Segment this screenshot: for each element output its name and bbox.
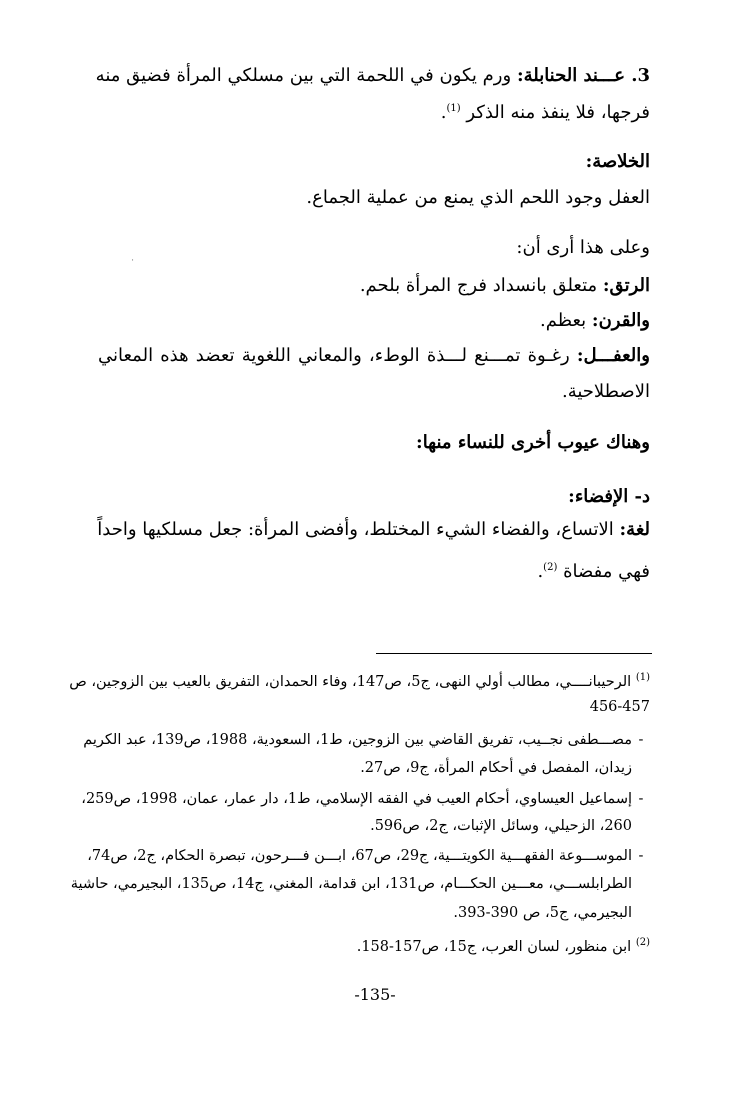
footnote-2-line-2	[94, 758, 650, 778]
footnote-separator	[376, 653, 652, 654]
footnote-5-text: ابن منظور، لسان العرب، ج15، ص157-158.	[356, 938, 632, 955]
footnote-5-line-1	[94, 933, 650, 957]
summary-text: العفل وجود اللحم الذي يمنع من عملية الجماع.	[306, 187, 650, 208]
footnote-4-text-3: البجيرمي، ج5، ص 390-393.	[453, 905, 632, 921]
section-3-text-2: فرجها، فلا ينفذ منه الذكر	[466, 102, 650, 123]
qarn-label: والقرن:	[591, 310, 650, 331]
footnote-2-text-2: زيدان، المفصل في أحكام المرأة، ج9، ص27.	[360, 760, 632, 776]
section-3-line-2: فرجها، فلا ينفذ منه الذكر $^{(1)}$.	[440, 102, 650, 123]
ifda-heading: د- الإفضاء:	[568, 486, 650, 507]
footnote-1-text: الرحيبانــــي، مطالب أولي النهى، ج5، ص147، وفاء الحمدان، التفريق بالعيب بين الزوجين، ص	[69, 673, 632, 690]
footnote-2-dash: -	[638, 732, 644, 748]
footnote-4-line-3	[94, 903, 650, 923]
summary-heading: الخلاصة:	[585, 151, 650, 172]
footnote-1-marker: (1)	[635, 672, 650, 683]
lugha-line-2: فهي مفضاة $^{(2)}$.	[537, 561, 650, 582]
afal-label: والعفـــل:	[576, 345, 650, 366]
footnote-4-dash: -	[638, 848, 644, 864]
footnote-3-line-2	[94, 816, 650, 836]
lugha-text: الاتساع، والفضاء الشيء المختلط، وأفضى المرأة: جعل مسلكيها واحداً	[97, 519, 614, 540]
footnote-2-text: مصـــطفى نجــيب، تفريق القاضي بين الزوجين، ط1، السعودية، 1988، ص139، عبد الكريم	[83, 732, 632, 748]
footnote-1-line-1	[69, 668, 650, 692]
footnote-1-line-2: 456-457	[589, 699, 650, 715]
qarn-text: بعظم.	[540, 310, 587, 331]
footnote-2-line-1	[83, 730, 650, 750]
footnote-ref-2: (2)	[543, 562, 558, 573]
opinion-intro: وعلى هذا أرى أن:	[516, 237, 650, 258]
scan-speck: ·	[131, 256, 134, 266]
section-3-label: 3. عـــند الحنابلة:	[516, 65, 650, 86]
footnote-4-line-1	[87, 846, 650, 866]
footnote-4-text: الموســـوعة الفقهـــية الكويتـــية، ج29، ص67، ابـــن فـــرحون، تبصرة الحكام، ج2، ص74،	[87, 848, 632, 864]
ratq-label: الرتق:	[602, 275, 650, 296]
footnote-3-line-1	[81, 789, 650, 809]
qarn-line	[98, 309, 650, 333]
ratq-line	[98, 274, 650, 298]
footnote-5-marker: (2)	[635, 937, 650, 948]
afal-line-1	[98, 344, 650, 368]
footnote-4-line-2	[70, 874, 650, 894]
footnote-3-text-2: 260، الزحيلي، وسائل الإثبات، ج2، ص596.	[370, 818, 632, 834]
footnote-3-dash: -	[638, 791, 644, 807]
footnote-ref-1: (1)	[446, 103, 461, 114]
lugha-line-1	[98, 518, 650, 542]
lugha-label: لغة:	[619, 519, 650, 540]
afal-line-2: الاصطلاحية.	[562, 381, 650, 402]
lugha-text-2: فهي مفضاة	[563, 561, 650, 582]
section-3-text: ورم يكون في اللحمة التي بين مسلكي المرأة فضيق منه	[95, 65, 512, 86]
ratq-text: متعلق بانسداد فرج المرأة بلحم.	[359, 275, 598, 296]
page-number: -135-	[354, 985, 396, 1004]
afal-text: رغـوة تمـــنع لـــذة الوطء، والمعاني اللغوية تعضد هذه المعاني	[98, 345, 570, 366]
section-3-line-1	[95, 64, 650, 88]
footnote-3-text: إسماعيل العيساوي، أحكام العيب في الفقه الإسلامي، ط1، دار عمار، عمان، 1998، ص259،	[81, 791, 632, 807]
footnote-4-text-2: الطرابلســـي، معـــين الحكـــام، ص131، ابن قدامة، المغني، ج14، ص135، البجيرمي، حاشية	[70, 876, 632, 892]
other-defects-heading: وهناك عيوب أخرى للنساء منها:	[416, 432, 650, 453]
